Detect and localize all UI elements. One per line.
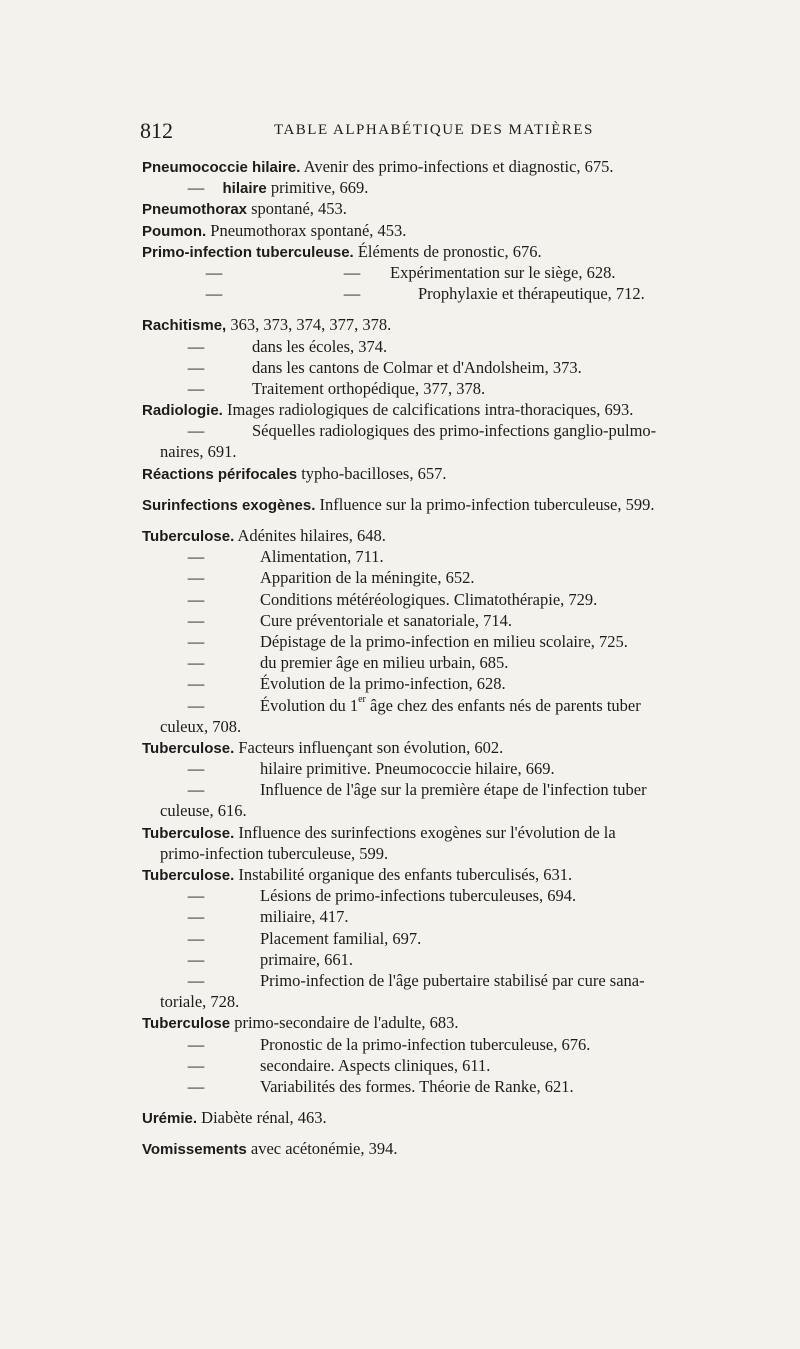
entry-text: Apparition de la méningite, 652. xyxy=(260,568,475,588)
subentry xyxy=(142,928,754,949)
entry-text-b: âge chez des enfants nés de parents tuber xyxy=(365,695,641,715)
entry-text: miliaire, 417. xyxy=(260,907,349,927)
entry-head: Pneumococcie hilaire. xyxy=(142,159,301,176)
subentry xyxy=(142,906,754,927)
entry-head: Vomissements xyxy=(142,1141,247,1159)
dash: — xyxy=(187,695,205,715)
entry-text: Dépistage de la primo-infection en milieu scolaire, 725. xyxy=(260,631,628,651)
entry-head: Primo-infection tuberculeuse. xyxy=(142,243,354,261)
entry-head: Tuberculose. xyxy=(142,528,235,545)
entry-text: dans les écoles, 374. xyxy=(252,336,388,356)
entry-text: culeux, 708. xyxy=(160,716,242,736)
entry-text: Facteurs influençant son évolution, 602. xyxy=(238,737,504,757)
subentry xyxy=(142,652,754,673)
entry-text: Diabète rénal, 463. xyxy=(201,1108,327,1128)
subentry xyxy=(142,1055,754,1076)
superscript: er xyxy=(358,693,366,705)
entry-radiologie xyxy=(142,399,754,420)
dash: — xyxy=(205,262,223,282)
dash: — xyxy=(343,284,361,304)
subentry xyxy=(142,885,754,906)
entry-head: hilaire xyxy=(222,180,267,198)
entry-pneumothorax xyxy=(142,198,754,219)
dash: — xyxy=(187,631,205,651)
entry-text xyxy=(260,695,641,716)
entry-text: culeuse, 616. xyxy=(160,801,247,821)
dash: — xyxy=(187,568,205,588)
subentry xyxy=(142,1076,754,1097)
subentry xyxy=(142,949,754,970)
entry-text: secondaire. Aspects cliniques, 611. xyxy=(260,1055,491,1075)
entry-pneumococcie xyxy=(142,156,754,177)
entry-text: Avenir des primo-infections et diagnostic, 675. xyxy=(303,157,614,176)
subentry xyxy=(142,1034,754,1055)
entry-text: naires, 691. xyxy=(160,442,237,462)
entry-text: Alimentation, 711. xyxy=(260,547,384,567)
entry-text: avec acétonémie, 394. xyxy=(250,1139,398,1159)
dash: — xyxy=(187,886,205,906)
dash: — xyxy=(187,653,205,673)
subentry xyxy=(142,262,754,283)
entry-text: Séquelles radiologiques des primo-infections ganglio-pulmo- xyxy=(252,421,657,441)
entry-text: Instabilité organique des enfants tuberculisés, 631. xyxy=(238,865,573,884)
entry-text: Pneumothorax spontané, 453. xyxy=(210,220,407,240)
entry-primo-infection xyxy=(142,241,754,262)
subentry xyxy=(142,546,754,567)
entry-text: hilaire primitive. Pneumococcie hilaire, 669. xyxy=(260,759,555,779)
entry-text: Influence des surinfections exogènes sur l'évolution de la xyxy=(238,822,616,842)
subentry xyxy=(142,758,754,779)
subentry xyxy=(142,779,754,800)
subentry xyxy=(142,695,754,716)
page-number: 812 xyxy=(140,118,173,143)
entry-text-a: Évolution du 1 xyxy=(260,695,359,715)
entry-text: primitive, 669. xyxy=(270,178,369,198)
entry-surinfections xyxy=(142,494,754,515)
entry-text: spontané, 453. xyxy=(251,199,347,219)
dash: — xyxy=(187,780,205,800)
entry-text: typho-bacilloses, 657. xyxy=(301,463,447,483)
running-title: TABLE ALPHABÉTIQUE DES MATIÈRES xyxy=(274,122,594,138)
dash: — xyxy=(187,547,205,567)
entry-head: Rachitisme, xyxy=(142,317,227,335)
entry-text: Influence sur la primo-infection tuberculeuse, 599. xyxy=(319,494,655,514)
entry-uremie xyxy=(142,1107,754,1128)
subentry xyxy=(142,177,754,198)
continuation-line xyxy=(142,441,754,462)
entry-text: primaire, 661. xyxy=(260,949,354,969)
subentry xyxy=(142,567,754,588)
entry-reactions xyxy=(142,463,754,484)
continuation-line xyxy=(142,843,754,864)
entry-tuberculose xyxy=(142,864,754,885)
dash: — xyxy=(187,928,205,948)
subentry xyxy=(142,357,754,378)
dash: — xyxy=(187,357,205,377)
entry-head: Tuberculose. xyxy=(142,739,235,757)
entry-text: Influence de l'âge sur la première étape de l'infection tuber xyxy=(260,780,647,800)
entry-head: Poumon. xyxy=(142,222,207,240)
entry-tuberculose xyxy=(142,1012,754,1033)
dash: — xyxy=(187,907,205,927)
entry-text: Adénites hilaires, 648. xyxy=(237,526,386,545)
subentry xyxy=(142,283,754,304)
page-header xyxy=(140,118,750,144)
entry-poumon xyxy=(142,220,754,241)
entry-text: du premier âge en milieu urbain, 685. xyxy=(260,653,509,673)
dash: — xyxy=(187,336,205,356)
entry-head: Surinfections exogènes. xyxy=(142,496,316,514)
dash: — xyxy=(187,610,205,630)
dash: — xyxy=(187,949,205,969)
dash: — xyxy=(205,284,223,304)
dash: — xyxy=(187,674,205,694)
dash: — xyxy=(187,1055,205,1075)
dash: — xyxy=(187,421,205,441)
entry-text: Variabilités des formes. Théorie de Ranke, 621. xyxy=(260,1076,574,1096)
entry-head: Tuberculose. xyxy=(142,867,235,884)
entry-text: Évolution de la primo-infection, 628. xyxy=(260,674,506,694)
continuation-line xyxy=(142,716,754,737)
entry-text: Primo-infection de l'âge pubertaire stabilisé par cure sana- xyxy=(260,970,645,990)
subentry xyxy=(142,589,754,610)
index-body xyxy=(142,156,754,1159)
dash: — xyxy=(343,262,361,282)
entry-head: Réactions périfocales xyxy=(142,465,298,483)
continuation-line xyxy=(142,991,754,1012)
dash: — xyxy=(187,1076,205,1096)
entry-text: Placement familial, 697. xyxy=(260,928,422,948)
entry-head: Tuberculose xyxy=(142,1015,231,1033)
dash: — xyxy=(187,759,205,779)
entry-text: Prophylaxie et thérapeutique, 712. xyxy=(418,284,645,304)
dash: — xyxy=(187,1034,205,1054)
entry-text: Traitement orthopédique, 377, 378. xyxy=(252,378,486,398)
subentry xyxy=(142,970,754,991)
entry-text: Lésions de primo-infections tuberculeuses, 694. xyxy=(260,886,577,906)
entry-head: Radiologie. xyxy=(142,402,223,420)
entry-head: Tuberculose. xyxy=(142,824,235,842)
entry-text: dans les cantons de Colmar et d'Andolsheim, 373. xyxy=(252,357,582,377)
dash: — xyxy=(187,178,205,198)
entry-head: Pneumothorax xyxy=(142,201,248,219)
subentry xyxy=(142,420,754,441)
entry-text: primo-infection tuberculeuse, 599. xyxy=(160,843,389,863)
entry-tuberculose xyxy=(142,822,754,843)
entry-tuberculose xyxy=(142,525,754,546)
entry-text: Pronostic de la primo-infection tuberculeuse, 676. xyxy=(260,1034,591,1054)
subentry xyxy=(142,610,754,631)
entry-text: Cure préventoriale et sanatoriale, 714. xyxy=(260,610,512,630)
subentry xyxy=(142,378,754,399)
subentry xyxy=(142,336,754,357)
entry-rachitisme xyxy=(142,314,754,335)
continuation-line xyxy=(142,800,754,821)
entry-head: Urémie. xyxy=(142,1110,198,1128)
dash: — xyxy=(187,378,205,398)
subentry xyxy=(142,631,754,652)
entry-vomissements xyxy=(142,1138,754,1159)
entry-text: Conditions météréologiques. Climatothérapie, 729. xyxy=(260,589,598,609)
entry-text: primo-secondaire de l'adulte, 683. xyxy=(234,1013,459,1033)
dash: — xyxy=(187,970,205,990)
entry-tuberculose xyxy=(142,737,754,758)
entry-text: Images radiologiques de calcifications intra-thoraciques, 693. xyxy=(226,400,634,420)
entry-text: 363, 373, 374, 377, 378. xyxy=(230,315,392,335)
dash: — xyxy=(187,589,205,609)
entry-text: toriale, 728. xyxy=(160,992,240,1012)
subentry xyxy=(142,673,754,694)
entry-text: Expérimentation sur le siège, 628. xyxy=(390,262,616,282)
entry-text: Éléments de pronostic, 676. xyxy=(357,241,542,261)
